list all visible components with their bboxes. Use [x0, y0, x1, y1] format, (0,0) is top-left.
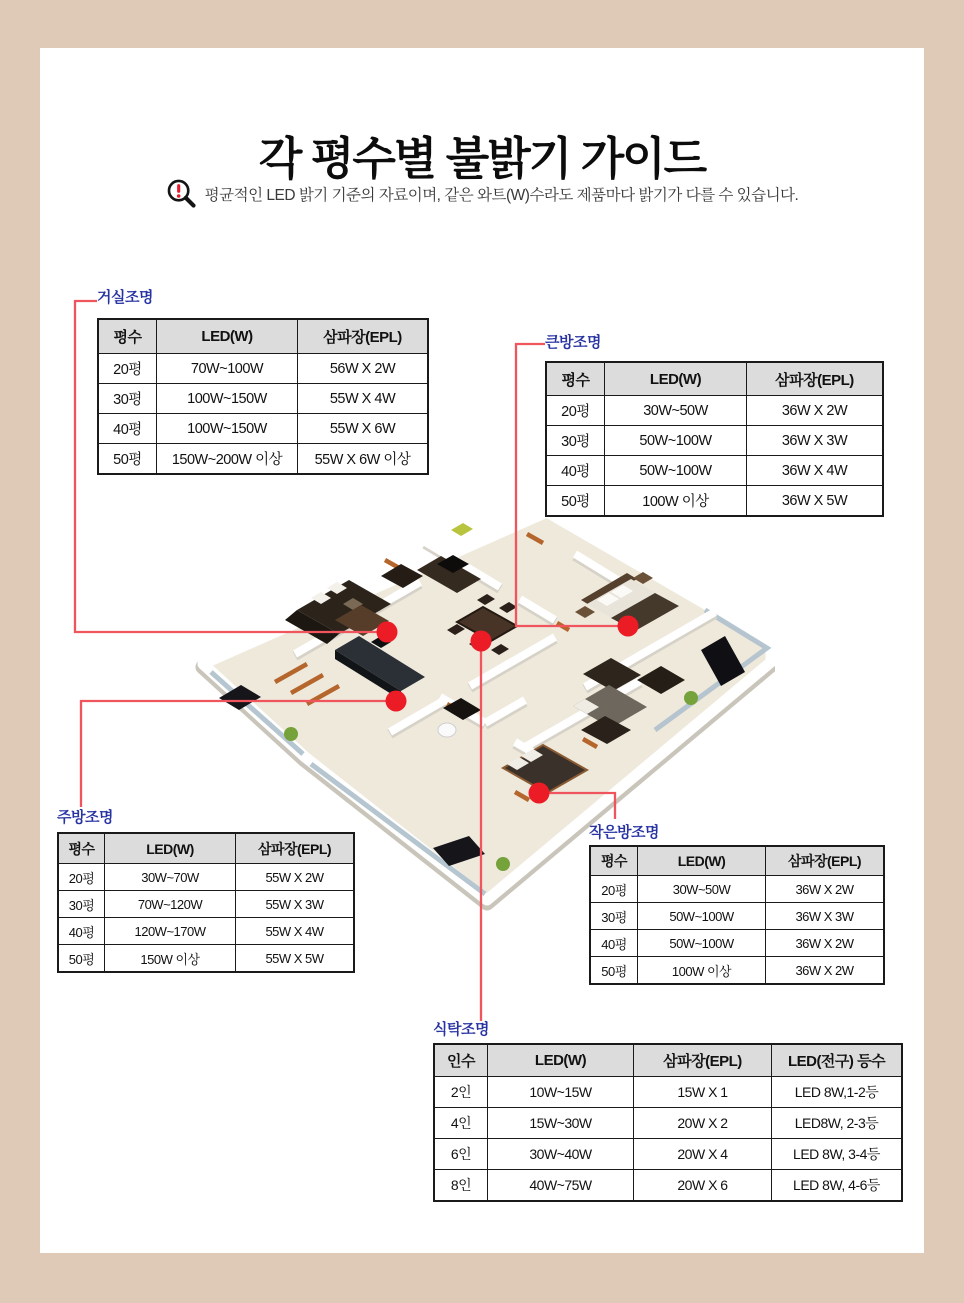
table-cell: 4인 [434, 1108, 488, 1139]
table-cell: 40평 [58, 918, 105, 945]
table-header-cell: 평수 [546, 362, 605, 396]
magnifier-exclamation-icon [166, 178, 197, 209]
table-cell: 56W X 2W [298, 354, 429, 384]
table-header-row [590, 846, 884, 876]
table-cell: 50평 [546, 486, 605, 517]
table-row [546, 486, 883, 517]
table-cell: 30W~70W [105, 864, 236, 891]
table-cell: 50평 [58, 945, 105, 973]
table-row [98, 384, 428, 414]
table-cell: 50W~100W [605, 426, 747, 456]
table-cell: 40평 [590, 930, 638, 957]
table-row [58, 945, 354, 973]
table-cell: 55W X 6W 이상 [298, 444, 429, 475]
table-header-cell: 평수 [58, 833, 105, 864]
table-cell: 55W X 6W [298, 414, 429, 444]
table-cell: 10W~15W [488, 1077, 634, 1108]
table-row [590, 957, 884, 985]
table-row [590, 876, 884, 903]
table-cell: 30평 [546, 426, 605, 456]
table-row [590, 930, 884, 957]
table-row [546, 396, 883, 426]
table-header-cell: LED(W) [105, 833, 236, 864]
table-cell: 30W~50W [605, 396, 747, 426]
table-cell: 55W X 4W [298, 384, 429, 414]
table-cell: 55W X 3W [236, 891, 355, 918]
living-lighting-table [97, 318, 429, 475]
table-cell: 40W~75W [488, 1170, 634, 1202]
table-cell: 20W X 4 [634, 1139, 772, 1170]
table-cell: LED 8W, 4-6등 [772, 1170, 903, 1202]
page-title: 각 평수별 불밝기 가이드 [258, 133, 706, 185]
table-header-cell: 평수 [590, 846, 638, 876]
table-cell: 50W~100W [638, 903, 766, 930]
table-header-cell: 삼파장(EPL) [766, 846, 885, 876]
table-cell: 36W X 4W [747, 456, 884, 486]
table-cell: 15W~30W [488, 1108, 634, 1139]
table-header-row [98, 319, 428, 354]
table-cell: 6인 [434, 1139, 488, 1170]
table-header-cell: LED(전구) 등수 [772, 1044, 903, 1077]
table-row [434, 1108, 902, 1139]
table-cell: 36W X 3W [766, 903, 885, 930]
table-header-cell: 삼파장(EPL) [634, 1044, 772, 1077]
table-cell: 120W~170W [105, 918, 236, 945]
table-row [58, 864, 354, 891]
table-cell: 30평 [58, 891, 105, 918]
table-row [434, 1139, 902, 1170]
table-cell: 70W~120W [105, 891, 236, 918]
table-row [98, 414, 428, 444]
table-cell: 30평 [98, 384, 157, 414]
table-cell: 100W~150W [157, 414, 298, 444]
table-header-cell: 삼파장(EPL) [747, 362, 884, 396]
table-cell: 100W 이상 [605, 486, 747, 517]
dining-lighting-table [433, 1043, 903, 1202]
bigroom-lighting-group [545, 335, 884, 517]
table-cell: 50W~100W [605, 456, 747, 486]
table-cell: 36W X 2W [766, 957, 885, 985]
bigroom-lighting-table [545, 361, 884, 517]
table-cell: 100W~150W [157, 384, 298, 414]
table-cell: 55W X 5W [236, 945, 355, 973]
table-cell: 15W X 1 [634, 1077, 772, 1108]
table-cell: 20평 [98, 354, 157, 384]
table-cell: 55W X 4W [236, 918, 355, 945]
living-lighting-group [97, 290, 429, 475]
table-cell: 20평 [590, 876, 638, 903]
table-cell: 40평 [546, 456, 605, 486]
table-cell: 20평 [546, 396, 605, 426]
table-cell: 50W~100W [638, 930, 766, 957]
table-row [434, 1077, 902, 1108]
smallroom-lighting-table [589, 845, 885, 985]
table-header-cell: 인수 [434, 1044, 488, 1077]
table-cell: LED 8W, 3-4등 [772, 1139, 903, 1170]
table-cell: 20평 [58, 864, 105, 891]
table-cell: 70W~100W [157, 354, 298, 384]
table-header-cell: 삼파장(EPL) [236, 833, 355, 864]
table-cell: 150W~200W 이상 [157, 444, 298, 475]
table-cell: 50평 [590, 957, 638, 985]
kitchen-lighting-table [57, 832, 355, 973]
table-cell: LED8W, 2-3등 [772, 1108, 903, 1139]
table-cell: 55W X 2W [236, 864, 355, 891]
dining-lighting-group [433, 1022, 903, 1202]
table-header-row [58, 833, 354, 864]
kitchen-lighting-label: 주방조명 [57, 809, 113, 826]
table-cell: 20W X 2 [634, 1108, 772, 1139]
table-row [98, 354, 428, 384]
table-cell: 2인 [434, 1077, 488, 1108]
table-header-cell: LED(W) [157, 319, 298, 354]
table-cell: 36W X 2W [747, 396, 884, 426]
table-row [58, 891, 354, 918]
table-cell: 30W~40W [488, 1139, 634, 1170]
dining-lighting-label: 식탁조명 [433, 1021, 489, 1038]
table-header-cell: 삼파장(EPL) [298, 319, 429, 354]
table-cell: LED 8W,1-2등 [772, 1077, 903, 1108]
living-lighting-label: 거실조명 [97, 289, 153, 306]
table-header-row [546, 362, 883, 396]
bigroom-lighting-label: 큰방조명 [545, 334, 601, 351]
table-cell: 36W X 2W [766, 930, 885, 957]
smallroom-lighting-group [589, 825, 885, 985]
table-cell: 8인 [434, 1170, 488, 1202]
table-cell: 50평 [98, 444, 157, 475]
table-cell: 40평 [98, 414, 157, 444]
table-row [546, 426, 883, 456]
table-row [546, 456, 883, 486]
table-cell: 30W~50W [638, 876, 766, 903]
notice-row [0, 178, 964, 209]
table-cell: 30평 [590, 903, 638, 930]
table-row [58, 918, 354, 945]
kitchen-lighting-group [57, 810, 355, 973]
table-header-cell: LED(W) [638, 846, 766, 876]
table-header-cell: LED(W) [488, 1044, 634, 1077]
table-header-row [434, 1044, 902, 1077]
table-cell: 100W 이상 [638, 957, 766, 985]
table-cell: 36W X 2W [766, 876, 885, 903]
table-row [434, 1170, 902, 1202]
notice-text: 평균적인 LED 밝기 기준의 자료이며, 같은 와트(W)수라도 제품마다 밝기가 다를 수 있습니다. [204, 186, 799, 204]
table-cell: 36W X 3W [747, 426, 884, 456]
smallroom-lighting-label: 작은방조명 [589, 824, 659, 841]
table-cell: 20W X 6 [634, 1170, 772, 1202]
table-header-cell: 평수 [98, 319, 157, 354]
table-cell: 150W 이상 [105, 945, 236, 973]
table-cell: 36W X 5W [747, 486, 884, 517]
table-row [98, 444, 428, 475]
table-row [590, 903, 884, 930]
table-header-cell: LED(W) [605, 362, 747, 396]
